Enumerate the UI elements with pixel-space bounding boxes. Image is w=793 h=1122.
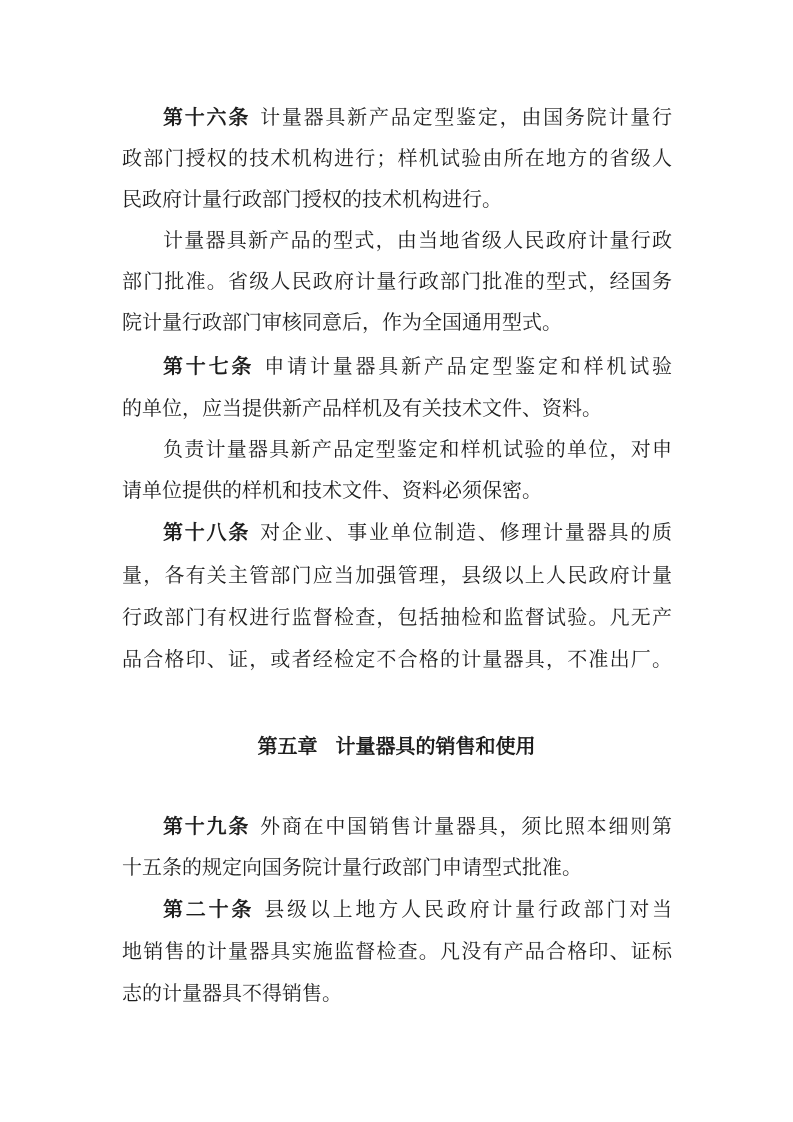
article-20-line-1: [163, 897, 672, 921]
article-20-text-1: 县级以上地方人民政府计量行政部门对当: [264, 897, 673, 921]
article-18-label: 第十八条: [163, 520, 251, 544]
article-16-line-3: 民政府计量行政部门授权的技术机构进行。: [122, 187, 502, 211]
article-16-para-2-line-2: 部门批准。省级人民政府计量行政部门批准的型式，经国务: [122, 269, 672, 293]
article-19-line-2: 十五条的规定向国务院计量行政部门申请型式批准。: [122, 855, 582, 879]
article-16-label: 第十六条: [163, 105, 251, 129]
article-17-para-2-line-2: 请单位提供的样机和技术文件、资料必须保密。: [122, 478, 542, 502]
article-20-label: 第二十条: [163, 897, 255, 921]
article-18-line-3: 行政部门有权进行监督检查，包括抽检和监督试验。凡无产: [122, 605, 672, 629]
article-16-line-2: 政部门授权的技术机构进行；样机试验由所在地方的省级人: [122, 146, 672, 170]
article-19-text-1: 外商在中国销售计量器具，须比照本细则第: [260, 814, 673, 838]
article-17-text-1: 申请计量器具新产品定型鉴定和样机试验: [264, 354, 673, 378]
article-17-label: 第十七条: [163, 354, 255, 378]
article-18-line-2: 量，各有关主管部门应当加强管理，县级以上人民政府计量: [122, 563, 672, 587]
article-16-text-1: 计量器具新产品定型鉴定，由国务院计量行: [260, 105, 673, 129]
chapter-title: 计量器具的销售和使用: [335, 734, 536, 758]
article-17-line-2: 的单位，应当提供新产品样机及有关技术文件、资料。: [122, 396, 602, 420]
article-17-para-2-line-1: 负责计量器具新产品定型鉴定和样机试验的单位，对申: [163, 437, 672, 461]
article-20-line-3: 志的计量器具不得销售。: [122, 981, 342, 1005]
article-20-line-2: 地销售的计量器具实施监督检查。凡没有产品合格印、证标: [122, 939, 672, 963]
article-18-line-1: [163, 520, 672, 544]
article-19-label: 第十九条: [163, 814, 251, 838]
article-19-line-1: [163, 814, 672, 838]
article-18-text-1: 对企业、事业单位制造、修理计量器具的质: [260, 520, 673, 544]
article-16-para-2-line-3: 院计量行政部门审核同意后，作为全国通用型式。: [122, 310, 562, 334]
article-16-para-2-line-1: 计量器具新产品的型式，由当地省级人民政府计量行政: [163, 228, 672, 252]
chapter-heading: [0, 733, 793, 759]
chapter-number: 第五章: [257, 734, 318, 758]
article-18-line-4: 品合格印、证，或者经检定不合格的计量器具，不准出厂。: [122, 647, 672, 671]
article-16-line-1: [163, 105, 672, 129]
article-17-line-1: [163, 354, 672, 378]
